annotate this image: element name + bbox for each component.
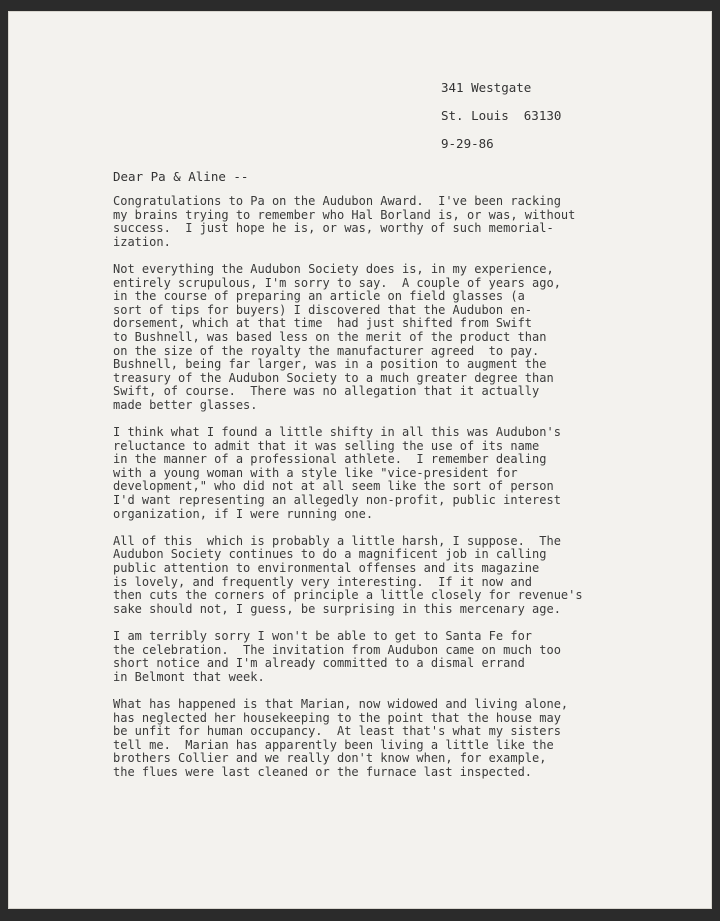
text-line: in the course of preparing an article on field glasses (a xyxy=(113,289,525,304)
text-line: tell me. Marian has apparently been living a little like the xyxy=(113,737,554,752)
text-line: is lovely, and frequently very interesting. If it now and xyxy=(113,574,533,589)
text-line: my brains trying to remember who Hal Borland is, or was, without xyxy=(113,207,576,222)
text-line: Bushnell, being far larger, was in a position to augment the xyxy=(113,357,547,372)
text-line: development," who did not at all seem like the sort of person xyxy=(113,479,554,494)
text-line: sake should not, I guess, be surprising in this mercenary age. xyxy=(113,601,561,616)
text-line: Congratulations to Pa on the Audubon Award. I've been racking xyxy=(113,194,561,208)
text-line: public attention to environmental offenses and its magazine xyxy=(113,561,540,576)
text-line: All of this which is probably a little harsh, I suppose. The xyxy=(113,533,561,548)
text-line: dorsement, which at that time had just shifted from Swift xyxy=(113,316,533,331)
text-line: short notice and I'm already committed to a dismal errand xyxy=(113,656,525,671)
text-line: Swift, of course. There was no allegation that it actually xyxy=(113,384,540,399)
salutation: Dear Pa & Aline -- xyxy=(113,169,249,184)
paragraph-6 xyxy=(113,698,673,780)
text-line: made better glasses. xyxy=(113,397,258,412)
text-line: What has happened is that Marian, now widowed and living alone, xyxy=(113,696,569,711)
text-line: with a young woman with a style like "vice-president for xyxy=(113,465,518,480)
letter-date: 9-29-86 xyxy=(441,136,494,151)
text-line: to Bushnell, was based less on the merit of the product than xyxy=(113,329,547,344)
text-line: reluctance to admit that it was selling the use of its name xyxy=(113,438,540,453)
paragraph-5 xyxy=(113,630,673,684)
text-line: success. I just hope he is, or was, worthy of such memorial- xyxy=(113,221,554,236)
address-street: 341 Westgate xyxy=(441,80,532,95)
paragraph-3 xyxy=(113,426,673,521)
paragraph-2 xyxy=(113,263,673,413)
address-city: St. Louis 63130 xyxy=(441,108,562,123)
text-line: in the manner of a professional athlete. I remember dealing xyxy=(113,452,547,467)
text-line: Not everything the Audubon Society does is, in my experience, xyxy=(113,261,554,276)
text-line: I'd want representing an allegedly non-profit, public interest xyxy=(113,493,561,508)
text-line: Audubon Society continues to do a magnificent job in calling xyxy=(113,547,547,562)
text-line: has neglected her housekeeping to the point that the house may xyxy=(113,710,561,725)
text-line: entirely scrupulous, I'm sorry to say. A couple of years ago, xyxy=(113,275,561,290)
text-line: I think what I found a little shifty in all this was Audubon's xyxy=(113,425,561,440)
paragraph-1 xyxy=(113,195,673,249)
text-line: sort of tips for buyers) I discovered that the Audubon en- xyxy=(113,302,533,317)
letter-page xyxy=(9,12,711,908)
text-line: treasury of the Audubon Society to a much greater degree than xyxy=(113,370,554,385)
text-line: then cuts the corners of principle a little closely for revenue's xyxy=(113,588,583,603)
text-line: the celebration. The invitation from Audubon came on much too xyxy=(113,642,561,657)
text-line: I am terribly sorry I won't be able to get to Santa Fe for xyxy=(113,629,533,643)
return-address xyxy=(441,74,561,158)
text-line: be unfit for human occupancy. At least that's what my sisters xyxy=(113,724,561,739)
paragraph-4 xyxy=(113,535,673,617)
text-line: organization, if I were running one. xyxy=(113,506,374,521)
text-line: ization. xyxy=(113,234,171,249)
text-line: in Belmont that week. xyxy=(113,669,265,684)
text-line: brothers Collier and we really don't know when, for example, xyxy=(113,751,547,766)
letter-body xyxy=(113,195,673,793)
text-line: on the size of the royalty the manufacturer agreed to pay. xyxy=(113,343,540,358)
text-line: the flues were last cleaned or the furnace last inspected. xyxy=(113,764,533,779)
